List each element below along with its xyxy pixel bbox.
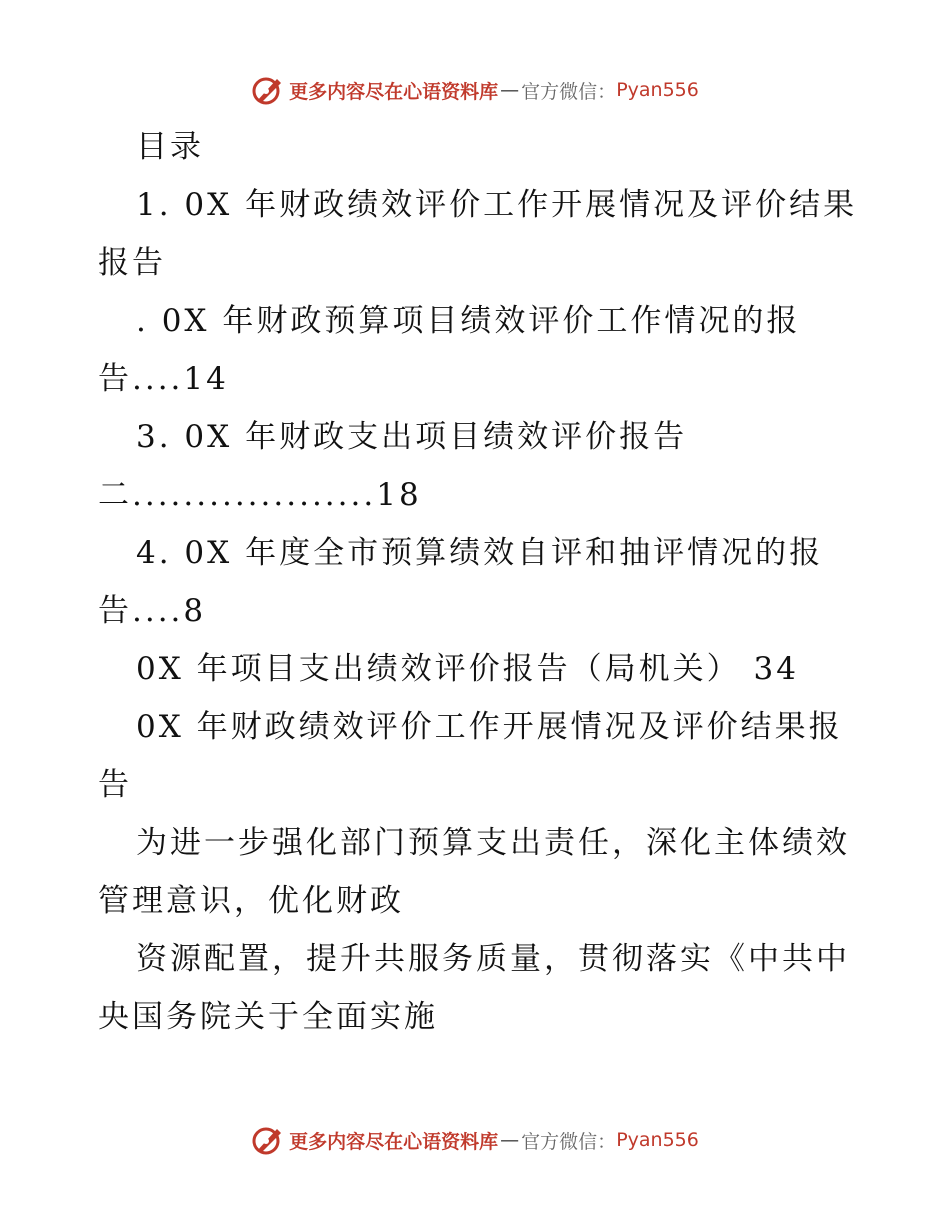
- text-line: 为进一步强化部门预算支出责任，深化主体绩效: [136, 825, 850, 861]
- separator-dash: —: [500, 79, 520, 101]
- brand-text: 更多内容尽在心语资料库: [289, 80, 499, 103]
- text-line: 4. 0X 年度全市预算绩效自评和抽评情况的报: [136, 535, 824, 571]
- separator-dash: —: [500, 1129, 520, 1151]
- text-line: 1. 0X 年财政绩效评价工作开展情况及评价结果: [136, 187, 858, 223]
- pen-logo-icon: [251, 1123, 285, 1157]
- document-body: [98, 118, 858, 1046]
- text-line: 二...................18: [98, 477, 422, 513]
- wechat-label: 官方微信：: [521, 1130, 617, 1153]
- text-line: 管理意识，优化财政: [98, 883, 404, 919]
- text-line: 告....14: [98, 361, 229, 397]
- wechat-label: 官方微信：: [521, 80, 617, 103]
- header-watermark: [0, 70, 950, 110]
- text-line: 0X 年财政绩效评价工作开展情况及评价结果报: [136, 709, 843, 745]
- text-line: 报告: [98, 245, 166, 281]
- wechat-account: Pyan556: [616, 79, 699, 101]
- text-line: 资源配置，提升共服务质量，贯彻落实《中共中: [136, 941, 850, 977]
- wechat-account: Pyan556: [616, 1129, 699, 1151]
- footer-watermark: [0, 1120, 950, 1160]
- text-line: 目录: [136, 129, 204, 165]
- pen-logo-icon: [251, 73, 285, 107]
- text-line: 告: [98, 767, 132, 803]
- text-line: 3. 0X 年财政支出项目绩效评价报告: [136, 419, 688, 455]
- text-line: 告....8: [98, 593, 207, 629]
- text-line: 央国务院关于全面实施: [98, 999, 438, 1035]
- brand-text: 更多内容尽在心语资料库: [289, 1130, 499, 1153]
- text-line: . 0X 年财政预算项目绩效评价工作情况的报: [136, 303, 801, 339]
- text-line: 0X 年项目支出绩效评价报告（局机关） 34: [136, 651, 799, 687]
